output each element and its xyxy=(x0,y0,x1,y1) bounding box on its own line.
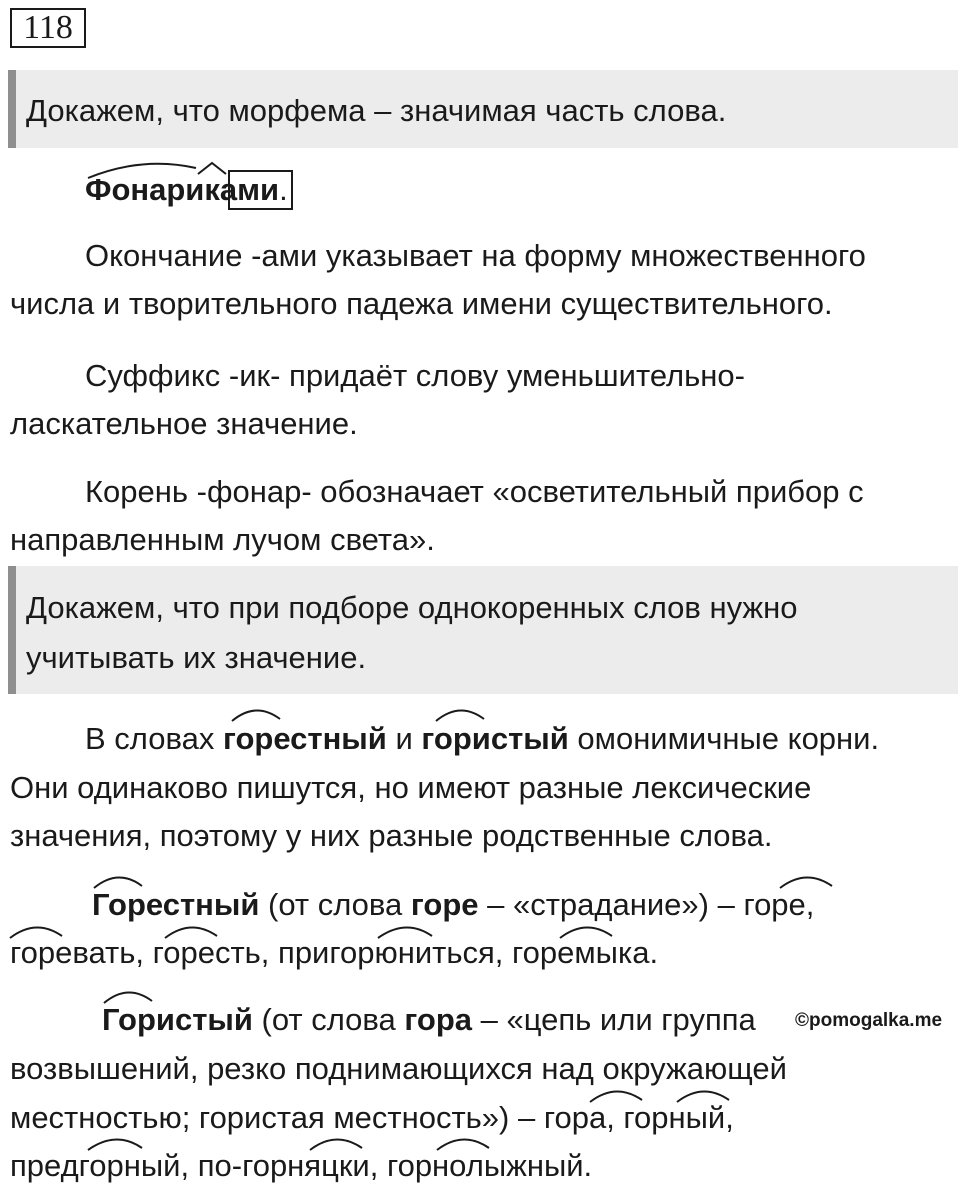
suffix-paragraph-line-1: Суффикс -ик- придаёт слову уменьшительно- xyxy=(85,358,745,393)
ending-paragraph-line-2: числа и творительного падежа имени существительного. xyxy=(10,286,833,321)
heading-2-line-1: Докажем, что при подборе однокоренных слов нужно xyxy=(26,590,798,625)
goristy-paragraph-line-2: возвышений, резко поднимающихся над окружающей xyxy=(10,1051,787,1086)
root-paragraph-line-2: направленным лучом света». xyxy=(10,522,435,557)
root-paragraph-line-1: Корень -фонар- обозначает «осветительный прибор с xyxy=(85,474,864,509)
analyzed-word-base: Фонарик xyxy=(85,172,220,207)
heading-bar-1 xyxy=(8,70,16,148)
homonym-paragraph-line-2: Они одинаково пишутся, но имеют разные лексические xyxy=(10,770,812,805)
heading-1: Докажем, что морфема – значимая часть слова. xyxy=(26,93,727,128)
suffix-paragraph-line-2: ласкательное значение. xyxy=(10,406,358,441)
exercise-number: 118 xyxy=(10,8,86,48)
word-gorestny: горестный xyxy=(222,721,387,756)
heading-band-1 xyxy=(8,70,958,148)
gorestny-paragraph-line-2: горевать, горесть, пригорюниться, горемыка. xyxy=(10,935,659,970)
root-arc-gorestny xyxy=(232,710,280,721)
root-arc-goristy xyxy=(436,710,484,721)
goristy-paragraph-line-4: предгорный, по-горняцки, горнолыжный. xyxy=(10,1148,593,1183)
homonym-paragraph-line-3: значения, поэтому у них разные родственные слова. xyxy=(10,818,773,853)
analyzed-word-ending: ами xyxy=(219,172,280,207)
heading-band-2 xyxy=(8,566,958,694)
ending-box-mark xyxy=(228,170,293,210)
gorestny-paragraph-line-1: Горестный (от слова горе – «страдание») – горе, xyxy=(92,887,815,922)
watermark: ©pomogalka.me xyxy=(795,1010,943,1031)
homonym-paragraph-line-1: В словах горестный и гористый омонимичные корни. xyxy=(85,721,880,756)
heading-2-line-2: учитывать их значение. xyxy=(26,640,367,675)
word-goristy: гористый xyxy=(421,721,569,756)
heading-bar-2 xyxy=(8,566,16,694)
goristy-paragraph-line-3: местностью; гористая местность») – гора, горный, xyxy=(10,1100,734,1135)
goristy-paragraph-line-1: Гористый (от слова гора – «цепь или группа xyxy=(102,1002,756,1037)
ending-paragraph-line-1: Окончание -ами указывает на форму множественного xyxy=(85,238,866,273)
analyzed-word-dot: . xyxy=(279,172,288,207)
